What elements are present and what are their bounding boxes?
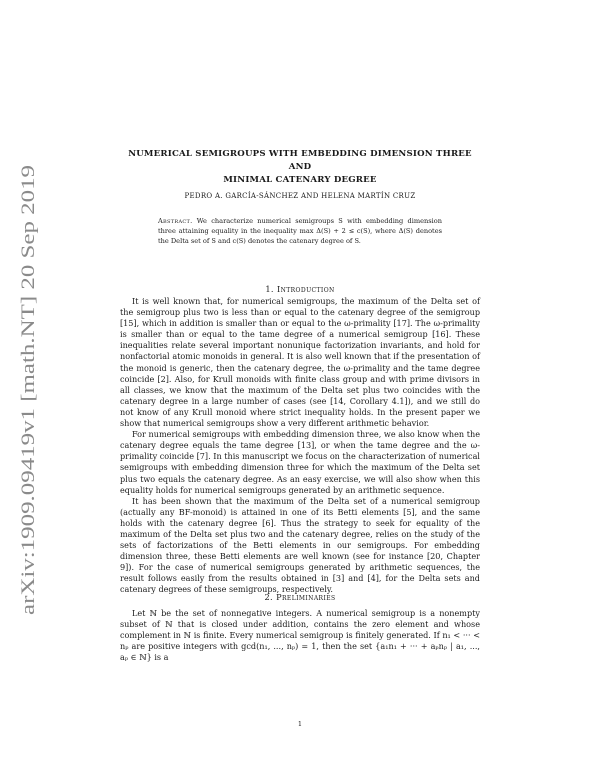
arxiv-stamp-text: arXiv:1909.09419v1 [math.NT] 20 Sep 2019: [18, 271, 39, 615]
page-number: 1: [297, 720, 303, 728]
title-line-1: NUMERICAL SEMIGROUPS WITH EMBEDDING DIMENSION THREE AND: [128, 149, 472, 172]
abstract-label: Abstract.: [158, 217, 193, 225]
section-number: 1.: [265, 284, 274, 294]
preliminaries-body: [120, 608, 480, 663]
paragraph: For numerical semigroups with embedding dimension three, we also know when the catenary degree equals the tame degree [13], or when the tame degree and the ω-primality coincide [7]. In this manuscript we focus on the characterization of numerical semigroups with embedding dimension three for which the maximum of the Delta set plus two equals the catenary degree. As an easy exercise, we will also show when this equality holds for numerical semigroups generated by an arithmetic sequence.: [120, 429, 480, 495]
paragraph: It is well known that, for numerical semigroups, the maximum of the Delta set of the semigroup plus two is less than or equal to the catenary degree of the semigroup [15], which in addition is smaller than or equal to the ω-primality [17]. The ω-primality is smaller than or equal to the tame degree of a numerical semigroup [16]. These inequalities relate several important nonunique factorization invariants, and hold for nonfactorial atomic monoids in general. It is also well known that if the presentation of the monoid is generic, then the catenary degree, the ω-primality and the tame degree coincide [2]. Also, for Krull monoids with finite class group and with prime divisors in all classes, we know that the maximum of the Delta set plus two coincides with the catenary degree in a large number of cases (see [14, Corollary 4.1]), and we still do not know of any Krull monoid where strict inequality holds. In the present paper we show that numerical semigroups show a very different arithmetic behavior.: [120, 296, 480, 429]
section-heading-preliminaries: [120, 592, 480, 602]
abstract-text: We characterize numerical semigroups S with embedding dimension three attaining equality in the inequality max Δ(S) + 2 ≤ c(S), where Δ(S) denotes the Delta set of S and c(S) denotes the catenary degree of S.: [158, 217, 442, 245]
paper-title: [120, 148, 480, 187]
paragraph: Let ℕ be the set of nonnegative integers. A numerical semigroup is a nonempty subset of ℕ that is closed under addition, contains the zero element and whose complement in ℕ is finite. Every numerical semigroup is finitely generated. If n₁ < ··· < nₚ are positive integers with gcd(n₁, ..., nₚ) = 1, then the set {a₁n₁ + ··· + aₚnₚ | a₁, ..., aₚ ∈ ℕ} is a: [120, 608, 480, 663]
introduction-body: [120, 296, 480, 596]
authors: PEDRO A. GARCÍA-SÁNCHEZ AND HELENA MARTÍN CRUZ: [184, 192, 416, 200]
section-name: Preliminaries: [276, 592, 336, 602]
abstract: [158, 216, 442, 246]
arxiv-stamp: [10, 160, 42, 620]
paragraph: It has been shown that the maximum of the Delta set of a numerical semigroup (actually any BF-monoid) is attained in one of its Betti elements [5], and the same holds with the catenary degree [6]. Thus the strategy to seek for equality of the maximum of the Delta set plus two and the catenary degree, relies on the study of the sets of factorizations of the Betti elements in our semigroups. For embedding dimension three, these Betti elements are well known (see for instance [20, Chapter 9]). For the case of numerical semigroups generated by arithmetic sequences, the result follows easily from the results obtained in [3] and [4], for the Delta sets and catenary degrees of these semigroups, respectively.: [120, 495, 480, 595]
title-line-2: MINIMAL CATENARY DEGREE: [223, 175, 377, 185]
section-name: Introduction: [276, 284, 335, 294]
section-heading-introduction: [120, 284, 480, 294]
section-number: 2.: [264, 592, 274, 602]
